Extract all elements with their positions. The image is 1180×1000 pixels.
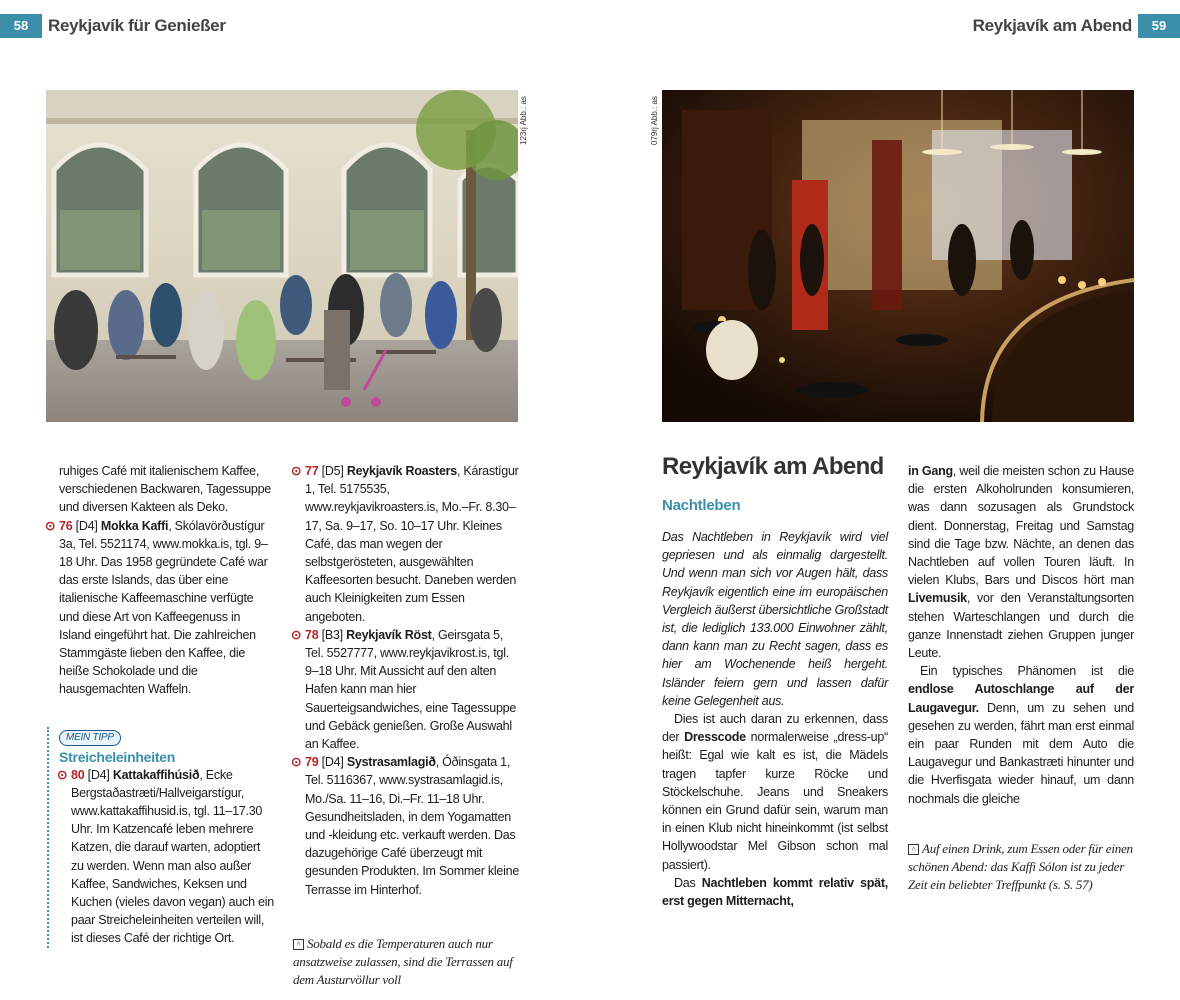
- text-run: Das: [674, 875, 702, 890]
- paragraph-dresscode: [662, 710, 888, 874]
- venue-name: Mokka Kaffi: [100, 518, 169, 533]
- page-number-right: 59: [1138, 14, 1180, 38]
- map-ref: [D4]: [87, 767, 110, 782]
- intro-paragraph: Das Nachtleben in Reykjavík wird viel gepriesen und als einmalig dargestellt. Und wenn man sich vor Augen hält, dass Reykjavík eigentlich eine im europäischen Vergleich äußerst übersichtliche Großstadt ist, die lediglich 133.000 Einwohner zählt, dann kann man zu Recht sagen, dass es hier am Wochenende heiß hergeht. Isländer feiern gern und lassen dafür keine Gelegenheit aus.: [662, 530, 888, 708]
- section-heading: Reykjavík am Abend: [662, 453, 884, 480]
- paragraph-nightlife: [662, 874, 888, 910]
- cafe-terrace-photo: [46, 90, 518, 422]
- paragraph-nightlife-cont: [908, 462, 1134, 662]
- venue-name: Reykjavík Roasters: [346, 464, 457, 478]
- caption-arrow-icon: ^: [293, 939, 304, 950]
- listing-78: [293, 626, 523, 753]
- entry-text: , Skólavörðustígur 3a, Tel. 5521174, www.mokka.is, tgl. 9–18 Uhr. Das 1958 gegründete Café war das erste Islands, das über eine italienische Kaffeemaschine verfügte und diese Art von Kaffeegenuss in Island eingeführt hat. Die zahlreichen Stammgäste lieben den Kaffee, die heiße Schokolade und die hausgemachten Waffeln.: [59, 518, 268, 697]
- page-number-left: 58: [0, 14, 42, 38]
- paragraph-laugavegur: [908, 662, 1134, 808]
- map-ref: [D4]: [75, 518, 98, 533]
- mein-tipp-box: [47, 727, 275, 948]
- photo-caption-right: [908, 840, 1134, 894]
- text-run: Ein typisches Phänomen ist die: [920, 664, 1134, 679]
- bold-term: in Gang: [908, 464, 953, 478]
- caption-arrow-icon: ^: [908, 844, 919, 855]
- subsection-heading: Nachtleben: [662, 497, 741, 514]
- text-run: Dies ist auch daran zu erkennen, dass der: [662, 712, 888, 745]
- text-run: normalerweise „dress-up“ heißt: Egal wie kalt es ist, die Mädels tragen tapfer kurze Röcke und Stöckelschuhe. Jeans und Sneakers können ein Grund dafür sein, warum man in einen Klub nicht hineinkommt (ist selbst Hollywoodstar Mel Gibson schon mal passiert).: [662, 730, 888, 872]
- photo-credit-right: 079rj Abb.: as: [650, 96, 659, 145]
- venue-name: Reykjavík Röst: [346, 627, 432, 642]
- text-column-4: [908, 462, 1134, 894]
- listing-79: [293, 753, 523, 899]
- caption-text: Sobald es die Temperaturen auch nur ansatzweise zulassen, sind die Terrassen auf dem Austurvöllur voll: [293, 935, 513, 987]
- entry-number: 77: [305, 464, 319, 478]
- listing-76: [47, 517, 275, 699]
- continuation-paragraph: ruhiges Café mit italienischem Kaffee, verschiedenen Backwaren, Tagessuppe und diversen Kakteen als Deko.: [59, 464, 271, 515]
- running-title-right: Reykjavík am Abend: [972, 16, 1132, 35]
- listing-80: [59, 766, 275, 948]
- entry-text: , Óðinsgata 1, Tel. 5116367, www.systrasamlagid.is, Mo./Sa. 11–16, Di.–Fr. 11–18 Uhr. Gesundheitsladen, in dem Yogamatten und -kleidung etc. verkauft werden. Das dazugehörige Café überzeugt mit gesunden Produkten. Im Sommer kleine Terrasse im Hinterhof.: [305, 755, 520, 897]
- photo-caption-left: [293, 935, 523, 989]
- entry-number: 76: [59, 518, 73, 533]
- entry-number: 79: [305, 755, 319, 770]
- tip-heading: Streicheleinheiten: [59, 748, 176, 765]
- caption-text: Auf einen Drink, zum Essen oder für einen schönen Abend: das Kaffi Sólon ist zu jeder Zeit ein beliebter Treffpunkt (s. S. 57): [908, 840, 1133, 892]
- photo-credit-left: 123rj Abb.: as: [519, 96, 528, 145]
- entry-text: , Geirsgata 5, Tel. 5527777, www.reykjavikrost.is, tgl. 9–18 Uhr. Mit Aussicht auf den alten Hafen kann man hier Sauerteigsandwiches, eine Tagessuppe und Gebäck genießen. Große Auswahl an Kaffee.: [305, 627, 517, 752]
- entry-text: , Kárastígur 1, Tel. 5175535, www.reykjavikroasters.is, Mo.–Fr. 8.30–17, Sa. 9–17, So. 10–17 Uhr. Kleines Café, das man wegen der selbstgerösteten, ausgewählten Kaffeesorten besucht. Daneben werden auch Kleinigkeiten zum Essen angeboten.: [305, 464, 519, 624]
- entry-text: , Ecke Bergstaðastræti/Hallveigarstígur, www.kattakaffihusid.is, tgl. 11–17.30 Uhr. Im Katzencafé leben mehrere Katzen, die darauf warten, adoptiert zu werden. Wenn man also außer Kaffee, Sandwiches, Keksen und Kuchen (vieles davon vegan) auch ein paar Streicheleinheiten verteilen will, ist dieses Café der richtige Ort.: [71, 767, 274, 946]
- bold-term: Nachtleben kommt relativ spät, erst gegen Mitternacht,: [662, 875, 889, 909]
- text-run: , weil die meisten schon zu Hause die ersten Alkoholrunden konsumieren, was dann sozusagen als Grundstock dient. Donnerstag, Freitag und Samstag sind die Tage bzw. Nächte, an denen das Nachtleben auf vollen Touren läuft. In vielen Klubs, Bars und Discos hört man: [908, 464, 1135, 588]
- entry-number: 80: [71, 767, 85, 782]
- map-ref: [D4]: [321, 755, 344, 770]
- entry-number: 78: [305, 627, 319, 642]
- mein-tipp-badge: MEIN TIPP: [59, 730, 121, 746]
- venue-name: Kattakaffihúsið: [112, 767, 200, 782]
- bold-term: Dresscode: [684, 730, 746, 745]
- cafe-marker-icon: ⊙: [291, 464, 302, 478]
- cafe-marker-icon: ⊙: [291, 627, 302, 642]
- text-column-1: [47, 462, 275, 948]
- map-ref: [B3]: [321, 627, 343, 642]
- bar-interior-photo: [662, 90, 1134, 422]
- bold-term: Livemusik: [908, 591, 967, 606]
- venue-name: Systrasamlagið: [346, 755, 436, 770]
- cafe-marker-icon: ⊙: [57, 767, 68, 782]
- cafe-marker-icon: ⊙: [291, 755, 302, 770]
- map-ref: [D5]: [321, 464, 344, 478]
- text-run: , vor den Veranstaltungsorten stehen Warteschlangen und durch die ganze Innenstadt ziehen Gruppen junger Leute.: [908, 591, 1134, 661]
- running-title-left: Reykjavík für Genießer: [48, 16, 226, 35]
- bold-term: endlose Autoschlange auf der Laugavegur.: [908, 682, 1134, 715]
- text-run: Denn, um zu sehen und gesehen zu werden, fährt man erst einmal ein paar Runden mit dem Auto die Laugavegur und Bankastræti hinunter und die Hverfisgata wieder hinauf, um dann nochmals die gleiche: [908, 700, 1134, 806]
- text-column-2: [293, 462, 523, 989]
- listing-77: [293, 462, 523, 626]
- text-column-3: [662, 452, 888, 910]
- cafe-marker-icon: ⊙: [45, 518, 56, 533]
